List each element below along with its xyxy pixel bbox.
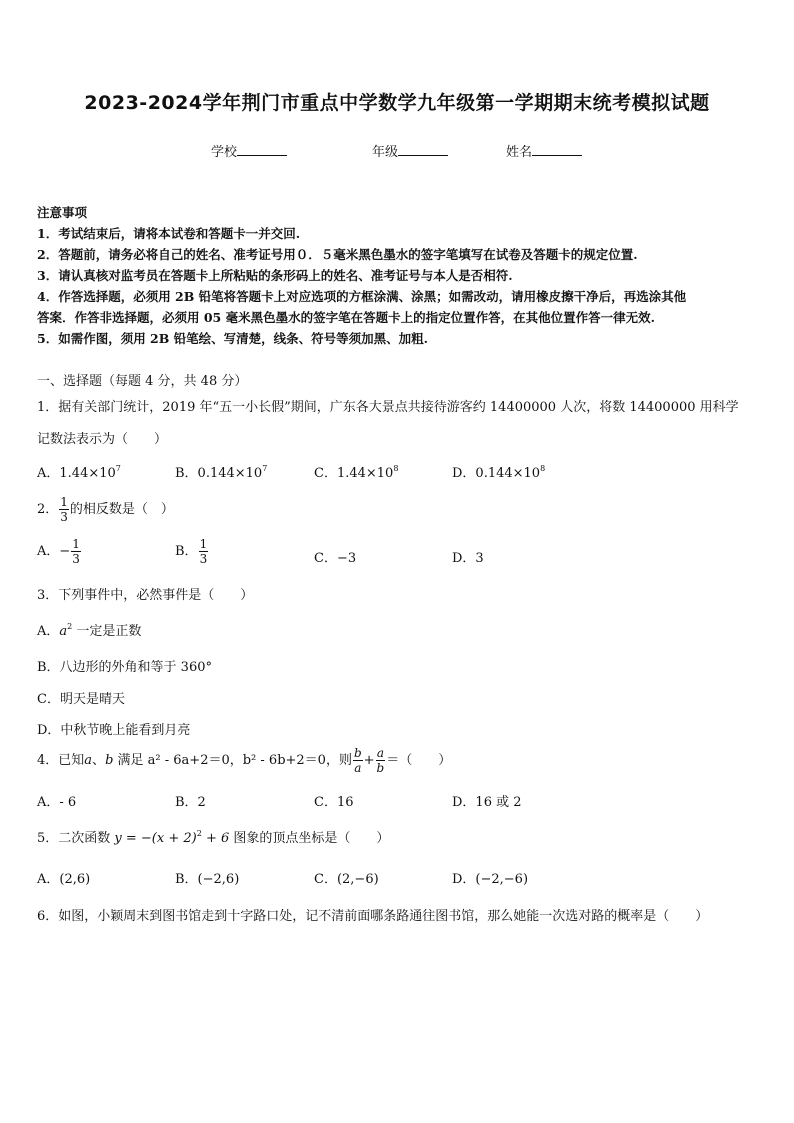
name-field <box>506 141 582 160</box>
q2-option-c: C．−3 <box>314 551 357 566</box>
q3-option-c: C．明天是晴天 <box>37 692 125 707</box>
q2-a-sign: − <box>59 544 71 559</box>
q2-b-fraction <box>199 537 209 566</box>
q2-a-num: 1 <box>72 537 80 551</box>
q5-option-a: A．(2,6) <box>37 872 91 887</box>
q4-f1-num: b <box>353 746 362 760</box>
q5-option-c: C．(2,−6) <box>314 872 379 887</box>
q2-stem <box>37 495 174 524</box>
q5-post: 图象的顶点坐标是（ ） <box>229 831 390 846</box>
section-heading: 一、选择题（每题 4 分，共 48 分） <box>37 374 248 389</box>
q2-text: 的相反数是（ ） <box>69 502 174 517</box>
q1-stem-line2: 记数法表示为（ ） <box>37 432 168 447</box>
q1-option-a <box>37 462 121 481</box>
q1-option-d <box>452 462 545 481</box>
q2-option-a <box>37 537 82 566</box>
q5-function: y = −(x + 2) <box>114 831 197 846</box>
q4-option-c: C．16 <box>314 795 354 810</box>
q1-d-text: D．0.144×10 <box>452 466 541 481</box>
q1-a-exp: 7 <box>115 464 121 473</box>
note-item: 1．考试结束后，请将本试卷和答题卡一并交回. <box>37 226 301 241</box>
q2-b-label: B． <box>175 544 198 559</box>
q5-function-tail: + 6 <box>201 831 230 846</box>
q4-fraction-1 <box>353 746 363 775</box>
q4-fraction-2 <box>376 746 386 775</box>
q3-option-d: D．中秋节晚上能看到月亮 <box>37 723 191 738</box>
page-title: 2023-2024学年荆门市重点中学数学九年级第一学期期末统考模拟试题 <box>84 92 710 114</box>
q2-frac-num: 1 <box>60 495 68 509</box>
school-field <box>211 141 287 160</box>
q2-a-fraction <box>71 537 81 566</box>
q3-option-a <box>37 620 141 639</box>
q1-b-exp: 7 <box>262 464 268 473</box>
q3-stem: 3．下列事件中，必然事件是（ ） <box>37 588 254 603</box>
grade-field <box>372 141 448 160</box>
q6-stem: 6．如图，小颖周末到图书馆走到十字路口处，记不清前面哪条路通往图书馆，那么她能一次选对路的概率是（ ） <box>37 909 709 924</box>
q5-option-b: B．(−2,6) <box>175 872 240 887</box>
q5-stem <box>37 827 389 846</box>
name-label: 姓名 <box>506 145 533 160</box>
q4-var-b: b <box>105 753 114 768</box>
q3-a-var: a <box>59 624 68 639</box>
q5-pre: 5．二次函数 <box>37 831 115 846</box>
q1-a-text: A．1.44×10 <box>37 466 116 481</box>
q2-option-d: D．3 <box>452 551 484 566</box>
q2-fraction <box>59 495 69 524</box>
note-item: 4．作答选择题，必须用 2B 铅笔将答题卡上对应选项的方框涂满、涂黑；如需改动，请用橡皮擦干净后，再选涂其他 <box>37 289 687 304</box>
q3-a-label: A． <box>37 624 60 639</box>
q4-f1-den: a <box>354 761 362 775</box>
q2-a-den: 3 <box>72 552 80 566</box>
q4-option-b: B．2 <box>175 795 206 810</box>
q4-stem <box>37 746 451 775</box>
school-blank <box>237 143 287 156</box>
q2-number: 2． <box>37 502 59 517</box>
q2-option-b <box>175 537 209 566</box>
q1-b-text: B．0.144×10 <box>175 466 263 481</box>
q3-option-b: B．八边形的外角和等于 360° <box>37 660 212 675</box>
q5-option-d: D．(−2,−6) <box>452 872 529 887</box>
q4-pre: 4．已知 <box>37 753 85 768</box>
grade-blank <box>398 143 448 156</box>
q5-exp: 2 <box>196 829 202 838</box>
q4-f2-den: b <box>376 761 385 775</box>
q2-frac-den: 3 <box>60 510 68 524</box>
q2-a-label: A． <box>37 544 60 559</box>
q4-option-a: A．- 6 <box>37 795 77 810</box>
note-item: 5．如需作图，须用 2B 铅笔绘、写清楚，线条、符号等须加黑、加粗. <box>37 331 429 346</box>
q1-c-exp: 8 <box>393 464 399 473</box>
grade-label: 年级 <box>372 145 399 160</box>
q2-b-den: 3 <box>199 552 208 566</box>
q2-b-num: 1 <box>199 537 208 551</box>
q1-d-exp: 8 <box>540 464 546 473</box>
q3-a-exp: 2 <box>67 622 73 631</box>
q4-plus: + <box>363 753 375 768</box>
q1-option-c <box>314 462 398 481</box>
note-item: 2．答题前，请务必将自己的姓名、准考证号用０．５毫米黑色墨水的签字笔填写在试卷及答题卡的规定位置. <box>37 247 638 262</box>
q4-f2-num: a <box>376 746 384 760</box>
school-label: 学校 <box>211 145 238 160</box>
name-blank <box>532 143 582 156</box>
q4-option-d: D．16 或 2 <box>452 795 522 810</box>
q3-a-text: 一定是正数 <box>72 624 142 639</box>
q1-stem-line1: 1．据有关部门统计，2019 年“五一小长假”期间，广东各大景点共接待游客约 14400000 人次，将数 14400000 用科学 <box>37 400 739 415</box>
note-item: 答案．作答非选择题，必须用 05 毫米黑色墨水的签字笔在答题卡上的指定位置作答，在其他位置作答一律无效. <box>37 310 655 325</box>
q4-sep: 、 <box>92 753 106 768</box>
note-item: 3．请认真核对监考员在答题卡上所粘贴的条形码上的姓名、准考证号与本人是否相符. <box>37 268 513 283</box>
q4-end: ＝（ ） <box>386 753 452 768</box>
q4-var-a: a <box>84 753 93 768</box>
notes-heading: 注意事项 <box>37 205 88 220</box>
q1-c-text: C．1.44×10 <box>314 466 394 481</box>
q4-mid: 满足 <box>113 753 148 768</box>
q4-equations: a² - 6a+2＝0，b² - 6b+2＝0，则 <box>147 753 352 768</box>
q1-option-b <box>175 462 267 481</box>
